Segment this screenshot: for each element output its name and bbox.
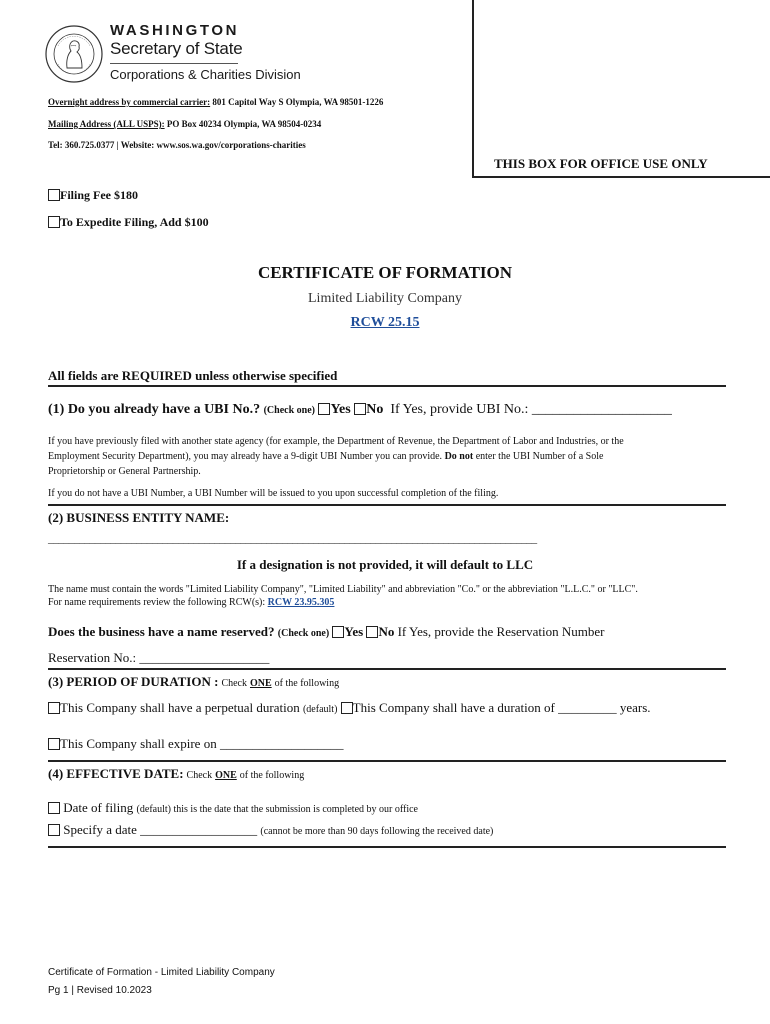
effective-date-heading: (4) EFFECTIVE DATE:: [48, 766, 184, 781]
expire-row: [48, 736, 343, 752]
fixed-duration-checkbox[interactable]: [341, 702, 353, 714]
overnight-label: Overnight address by commercial carrier:: [48, 97, 211, 107]
ubi-para1-line1: If you have previously filed with another state agency (for example, the Department of Revenue, the Department of Labor and Industries, or the: [48, 436, 624, 447]
ubi-yes-checkbox[interactable]: [318, 403, 330, 415]
perpetual-duration-label: This Company shall have a perpetual duration: [60, 700, 300, 715]
ubi-no-label: No: [366, 402, 384, 417]
overnight-value: 801 Capitol Way S Olympia, WA 98501-1226: [212, 97, 384, 107]
rcw-23-95-305-link[interactable]: RCW 23.95.305: [267, 597, 335, 608]
date-of-filing-row: [48, 800, 418, 816]
perpetual-duration-checkbox[interactable]: [48, 702, 60, 714]
reserved-if-yes: If Yes, provide the Reservation Number: [397, 624, 605, 639]
ubi-yes-label: Yes: [330, 402, 351, 417]
duration-heading-row: [48, 674, 339, 690]
name-requirements-line1: The name must contain the words "Limited Liability Company", "Limited Liability" and abbreviation "Co." or the abbreviation "L.L.C." or "LLC".: [48, 584, 638, 595]
footer-page-revision: Pg 1 | Revised 10.2023: [48, 985, 152, 996]
washington-seal-logo: [44, 24, 104, 84]
filing-fee-checkbox[interactable]: [48, 189, 60, 201]
expedite-label: To Expedite Filing, Add $100: [60, 215, 209, 229]
ubi-para1-line2b: enter the UBI Number of a Sole: [475, 451, 604, 462]
overnight-address: [48, 97, 383, 107]
mailing-address: [48, 119, 321, 129]
duration-heading: (3) PERIOD OF DURATION :: [48, 674, 219, 689]
footer-title: Certificate of Formation - Limited Liability Company: [48, 967, 275, 978]
name-requirements-line2: [48, 597, 334, 608]
perpetual-default-note: (default): [302, 704, 338, 715]
office-use-label: THIS BOX FOR OFFICE USE ONLY: [494, 156, 708, 171]
specify-date-field[interactable]: Specify a date __________________: [63, 822, 258, 837]
rcw-link[interactable]: RCW 25.15: [350, 315, 420, 330]
office-use-box: [472, 0, 770, 178]
duration-instr-a: Check: [221, 678, 247, 689]
expedite-checkbox[interactable]: [48, 216, 60, 228]
required-note: All fields are REQUIRED unless otherwise specified: [48, 368, 338, 383]
designation-default-note: If a designation is not provided, it will default to LLC: [236, 557, 534, 572]
duration-instr-b: of the following: [274, 678, 340, 689]
reserved-yes-label: Yes: [344, 624, 364, 639]
filing-fee-row: [48, 188, 138, 203]
name-requirements-text: For name requirements review the following RCW(s):: [48, 597, 266, 608]
logo-divider: [110, 63, 238, 64]
ubi-para2: If you do not have a UBI Number, a UBI Number will be issued to you upon successful completion of the filing.: [48, 488, 499, 499]
specify-date-note: (cannot be more than 90 days following the received date): [260, 826, 494, 837]
ubi-para1-do-not: Do not: [444, 451, 474, 462]
org-division: Corporations & Charities Division: [110, 67, 301, 82]
expedite-row: [48, 215, 209, 230]
mailing-value: PO Box 40234 Olympia, WA 98504-0234: [166, 119, 322, 129]
date-of-filing-label: Date of filing: [63, 800, 134, 815]
section-divider: [48, 760, 726, 762]
filing-fee-label: Filing Fee $180: [60, 188, 138, 202]
duration-instr-one: ONE: [249, 678, 272, 689]
reserved-no-checkbox[interactable]: [366, 626, 378, 638]
expire-date-checkbox[interactable]: [48, 738, 60, 750]
org-name: WASHINGTON: [110, 22, 240, 39]
business-name-field[interactable]: ______________________________________________________________________________________________: [48, 533, 537, 545]
fixed-duration-label[interactable]: This Company shall have a duration of _________ years.: [352, 700, 651, 715]
effective-date-heading-row: [48, 766, 304, 782]
specify-date-row: [48, 822, 493, 838]
specify-date-checkbox[interactable]: [48, 824, 60, 836]
reservation-number-field[interactable]: Reservation No.: ____________________: [48, 650, 270, 665]
ubi-para1-line2a: Employment Security Department), you may already have a 9-digit UBI Number you can provide.: [48, 451, 443, 462]
name-reserved-check-one: (Check one): [277, 628, 330, 639]
form-subtitle: Limited Liability Company: [308, 291, 462, 306]
business-name-heading: (2) BUSINESS ENTITY NAME:: [48, 510, 230, 525]
ubi-check-one: (Check one): [263, 405, 315, 416]
name-reserved-row: [48, 624, 604, 640]
effective-instr-one: ONE: [215, 770, 237, 781]
date-of-filing-checkbox[interactable]: [48, 802, 60, 814]
reserved-no-label: No: [378, 624, 395, 639]
mailing-label: Mailing Address (ALL USPS):: [48, 119, 165, 129]
section-divider: [48, 504, 726, 506]
ubi-number-field[interactable]: If Yes, provide UBI No.: ____________________: [390, 402, 672, 417]
name-reserved-question: Does the business have a name reserved?: [48, 624, 275, 639]
date-of-filing-note: (default) this is the date that the submission is completed by our office: [136, 804, 418, 815]
ubi-no-checkbox[interactable]: [354, 403, 366, 415]
ubi-para1-line2: [48, 451, 603, 462]
ubi-question-row: [48, 402, 672, 418]
form-title: CERTIFICATE OF FORMATION: [257, 263, 513, 282]
contact-info: Tel: 360.725.0377 | Website: www.sos.wa.gov/corporations-charities: [48, 140, 306, 150]
section-divider: [48, 846, 726, 848]
section-divider: [48, 385, 726, 387]
effective-instr-b: of the following: [239, 770, 305, 781]
duration-options-row: [48, 700, 651, 716]
reserved-yes-checkbox[interactable]: [332, 626, 344, 638]
expire-date-label[interactable]: This Company shall expire on ___________________: [60, 736, 344, 751]
org-subtitle: Secretary of State: [110, 39, 243, 58]
ubi-para1-line3: Proprietorship or General Partnership.: [48, 466, 201, 477]
ubi-question: (1) Do you already have a UBI No.?: [48, 402, 261, 417]
effective-instr-a: Check: [186, 770, 213, 781]
section-divider: [48, 668, 726, 670]
